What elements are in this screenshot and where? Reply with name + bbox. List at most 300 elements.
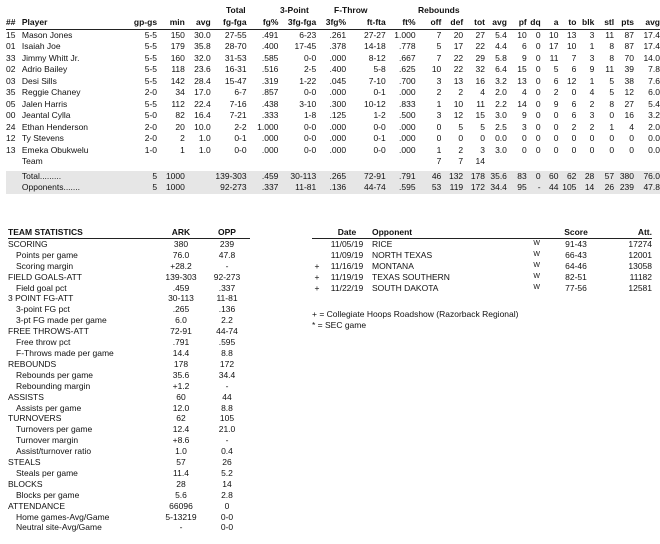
stat-cell: 6-23 <box>299 29 317 40</box>
stat-cell: 8-12 <box>368 52 386 63</box>
group-header-total: Total <box>226 5 246 15</box>
stat-cell: 0.0 <box>648 133 660 143</box>
game-score: 91-43 <box>565 238 587 249</box>
team-stat-row <box>8 490 250 501</box>
stat-cell: .000 <box>329 144 347 155</box>
stat-cell: .333 <box>261 110 279 120</box>
column-header: avg <box>485 17 507 29</box>
team-stat-label: Field goal pct <box>16 282 67 293</box>
stat-cell: 7-10 <box>368 75 386 86</box>
opp-value: 47.8 <box>218 249 236 260</box>
stat-cell: 2 <box>589 98 595 109</box>
stat-cell: 9 <box>553 98 559 109</box>
stat-cell: 1.000 <box>394 29 416 40</box>
stat-cell: 82 <box>175 110 185 120</box>
player-row <box>6 41 660 53</box>
stat-cell: 4.4 <box>495 41 507 51</box>
stat-cell: 6-7 <box>234 87 247 97</box>
game-opponent: TEXAS SOUTHERN <box>372 271 450 282</box>
opp-value: .337 <box>218 282 236 293</box>
column-header: gp-gs <box>133 17 158 27</box>
ark-value: 14.4 <box>172 347 190 358</box>
stat-cell: 16.4 <box>194 110 211 120</box>
summary-cell: - <box>527 182 541 194</box>
stat-cell: 5-0 <box>144 110 158 120</box>
stat-cell: 13 <box>517 75 527 86</box>
opp-value: 0 <box>224 500 230 511</box>
stat-cell: 1 <box>436 144 442 155</box>
team-stat-label: FIELD GOALS-ATT <box>8 271 82 282</box>
stat-cell: .585 <box>261 52 279 63</box>
stat-cell: 33 <box>6 52 16 63</box>
stat-cell: 39 <box>624 64 634 74</box>
ark-value: +8.6 <box>172 435 190 446</box>
stat-cell: 2.2 <box>495 98 507 109</box>
summary-cell: 57 <box>594 171 614 183</box>
stat-cell: 34 <box>175 87 185 97</box>
stat-cell: 14-18 <box>363 41 386 51</box>
stat-cell: 32 <box>475 64 486 74</box>
stat-cell: 05 <box>6 98 16 109</box>
stat-cell: 27 <box>475 29 486 40</box>
stat-cell: 22 <box>453 52 464 63</box>
stat-cell: 14 <box>475 156 486 166</box>
team-stat-label: Turnover margin <box>16 435 79 446</box>
stat-cell: 2.5 <box>495 121 507 132</box>
stat-cell: 10 <box>549 29 559 40</box>
game-attendance: 12581 <box>628 282 652 293</box>
stat-cell: 0 <box>535 75 541 86</box>
team-stat-label: Points per game <box>16 249 78 260</box>
player-name: Jeantal Cylla <box>21 110 71 120</box>
column-header: pf <box>507 17 527 29</box>
stat-cell: 12 <box>566 75 577 86</box>
stat-cell: .000 <box>329 121 347 132</box>
column-header: ft-fta <box>346 17 386 29</box>
opp-value: 0-0 <box>220 511 234 522</box>
stat-cell: 0 <box>553 133 559 143</box>
summary-cell: 380 <box>614 171 634 183</box>
summary-cell: 62 <box>558 171 576 183</box>
player-name: Adrio Bailey <box>21 64 68 74</box>
stat-cell <box>507 156 527 168</box>
summary-cell: 178 <box>463 171 485 183</box>
ark-value: 5-13219 <box>165 511 197 522</box>
ark-value: 6.0 <box>175 315 187 326</box>
stat-cell: 6 <box>553 75 559 86</box>
stat-cell: 0 <box>535 110 541 120</box>
ark-value: 35.6 <box>172 369 190 380</box>
game-attendance: 12001 <box>628 249 652 260</box>
stat-cell: 5 <box>480 121 486 132</box>
note-sec: * = SEC game <box>312 320 367 330</box>
stat-cell: .778 <box>399 41 416 51</box>
game-date: 11/16/19 <box>330 260 364 271</box>
summary-cell: 0 <box>527 171 541 183</box>
player-row <box>6 53 660 65</box>
stat-cell <box>6 156 22 168</box>
team-stat-row <box>8 435 250 446</box>
stat-cell: 1.0 <box>198 144 211 155</box>
stat-cell: 03 <box>6 75 16 86</box>
player-name: Jimmy Whitt Jr. <box>21 52 80 63</box>
stat-cell: 2 <box>571 121 577 132</box>
stat-cell: .261 <box>329 29 347 40</box>
stat-cell: 7.8 <box>648 64 660 74</box>
opp-value: 14 <box>222 478 232 489</box>
stat-cell: 11 <box>549 52 559 63</box>
stat-cell <box>576 156 594 168</box>
stat-cell: 0 <box>535 29 541 40</box>
team-stat-row <box>8 392 250 403</box>
stat-cell: 5.8 <box>495 52 507 63</box>
stat-cell: 2.0 <box>648 121 660 132</box>
ark-value: 57 <box>176 457 186 468</box>
player-row <box>6 87 660 99</box>
ark-value: 30-113 <box>168 293 194 304</box>
team-stat-row <box>8 512 250 523</box>
stat-cell: 1-22 <box>299 75 317 86</box>
stat-cell: 5-5 <box>144 41 158 51</box>
schedule-row <box>312 283 652 294</box>
team-stat-row <box>8 293 250 304</box>
stat-cell <box>527 156 541 168</box>
summary-cell: 5 <box>133 182 157 194</box>
stat-cell: 5-5 <box>144 98 158 109</box>
opp-value: 34.4 <box>218 369 236 380</box>
player-name: Reggie Chaney <box>21 87 81 97</box>
column-header: off <box>416 17 442 29</box>
stat-cell: 2 <box>553 87 559 97</box>
stat-cell: 112 <box>171 98 185 109</box>
team-stat-label: SCORING <box>8 238 48 249</box>
stat-cell: 5 <box>436 41 442 51</box>
stat-cell: 4 <box>629 121 634 132</box>
game-date: 11/05/19 <box>330 238 364 249</box>
stat-cell: 1 <box>589 41 595 51</box>
column-header: blk <box>576 17 594 29</box>
summary-cell <box>185 182 211 194</box>
stat-cell <box>247 156 279 168</box>
stat-cell: 3 <box>480 144 486 155</box>
summary-cell: .791 <box>386 171 416 183</box>
team-stat-label: BLOCKS <box>8 478 43 489</box>
stat-cell: .491 <box>261 29 279 40</box>
team-stat-row <box>8 479 250 490</box>
ark-value: 62 <box>176 413 186 424</box>
stat-cell: 5.4 <box>648 98 660 109</box>
stat-cell: 0-1 <box>373 133 386 143</box>
note-roadshow: + = Collegiate Hoops Roadshow (Razorback Regional) <box>312 309 519 319</box>
date-column-header: Date <box>322 227 372 238</box>
summary-cell: 172 <box>463 182 485 194</box>
summary-cell: 239 <box>614 182 634 194</box>
column-header: ## <box>6 17 22 29</box>
stat-cell: 0 <box>589 133 595 143</box>
stat-cell: 12 <box>624 87 634 97</box>
team-stat-row <box>8 283 250 294</box>
site-mark: + <box>314 260 320 271</box>
player-name: Desi Sills <box>21 75 57 86</box>
summary-cell: .459 <box>247 171 279 183</box>
stat-cell <box>157 156 185 168</box>
player-row <box>6 64 660 76</box>
column-header: avg <box>185 17 211 29</box>
team-stat-row <box>8 304 250 315</box>
stat-cell: 13 <box>453 75 464 86</box>
stat-cell <box>386 156 416 168</box>
stat-cell <box>541 156 559 168</box>
summary-cell: 30-113 <box>278 171 316 183</box>
game-result: W <box>533 272 540 280</box>
stat-cell: .667 <box>399 52 416 63</box>
summary-cell: 1000 <box>157 182 185 194</box>
stat-cell: 5-5 <box>144 75 158 86</box>
team-stat-row <box>8 359 250 370</box>
team-stat-row <box>8 468 250 479</box>
column-header: stl <box>594 17 614 29</box>
team-statistics-table <box>8 227 250 533</box>
team-stat-label: REBOUNDS <box>8 358 57 369</box>
summary-cell: 14 <box>576 182 594 194</box>
stat-cell: 0 <box>553 121 559 132</box>
player-table-header-row <box>6 17 660 29</box>
summary-cell: 92-273 <box>211 182 247 194</box>
opp-value: 8.8 <box>221 402 233 413</box>
stat-cell: 16 <box>475 75 486 86</box>
stat-cell: 30.0 <box>194 29 211 40</box>
stat-cell: 87 <box>624 41 634 51</box>
stat-cell: .857 <box>261 87 279 97</box>
player-row <box>6 29 660 41</box>
stat-cell: 2-5 <box>303 64 317 74</box>
stat-cell: 0-0 <box>303 133 317 143</box>
team-stat-row <box>8 348 250 359</box>
stat-cell <box>211 156 247 168</box>
team-stat-label: Rebounds per game <box>16 369 94 380</box>
team-stat-label: 3-pt FG made per game <box>16 315 107 326</box>
summary-cell <box>6 171 22 183</box>
stat-cell: .000 <box>399 87 416 97</box>
team-stat-label: Assists per game <box>16 402 82 413</box>
stat-cell: 13 <box>6 144 16 155</box>
team-stat-label: Assist/turnover ratio <box>16 446 92 457</box>
summary-cell: 1000 <box>157 171 185 183</box>
stat-cell: 70 <box>624 52 634 63</box>
summary-cell: 76.0 <box>634 171 660 183</box>
summary-cell: .265 <box>316 171 346 183</box>
stat-cell: 8 <box>609 52 615 63</box>
stat-cell: 1-8 <box>303 110 317 120</box>
stat-cell: 3 <box>521 121 527 132</box>
stat-cell <box>634 156 660 168</box>
stat-cell: 7 <box>571 52 577 63</box>
team-stat-label: STEALS <box>8 457 41 468</box>
team-stat-label: Scoring margin <box>16 260 74 271</box>
team-stat-row <box>8 501 250 512</box>
player-name: Emeka Obukwelu <box>21 144 89 155</box>
stat-cell: 2 <box>589 121 595 132</box>
summary-cell: .136 <box>316 182 346 194</box>
team-stat-label: F-Throws made per game <box>16 347 114 358</box>
stat-cell: 7-16 <box>229 98 247 109</box>
stat-cell: 01 <box>6 41 16 51</box>
player-name: Isaiah Joe <box>21 41 61 51</box>
stat-cell: 17.0 <box>194 87 211 97</box>
team-stat-label: Turnovers per game <box>16 424 93 435</box>
stat-cell: 0 <box>535 98 541 109</box>
stat-cell: 0 <box>535 144 541 155</box>
game-opponent: MONTANA <box>372 260 414 271</box>
opp-value: 0-0 <box>220 522 234 533</box>
stat-cell: 6.0 <box>648 87 660 97</box>
stat-cell: 0-0 <box>303 144 317 155</box>
stat-cell: 6.4 <box>495 64 507 74</box>
opp-value: 172 <box>219 358 235 369</box>
stat-cell: 2 <box>458 87 464 97</box>
summary-cell: Total......... <box>22 171 133 183</box>
summary-cell: .595 <box>386 182 416 194</box>
stat-cell: 17 <box>453 41 464 51</box>
stat-cell: 0 <box>480 133 486 143</box>
stat-cell: 0 <box>629 133 634 143</box>
summary-cell: 119 <box>441 182 463 194</box>
column-header: tot <box>463 17 485 29</box>
opp-value: 2.8 <box>221 489 233 500</box>
team-stat-row <box>8 238 250 249</box>
stat-cell: 2 <box>436 87 442 97</box>
team-stat-label: 3 POINT FG-ATT <box>8 293 74 304</box>
player-stats-table <box>6 17 660 194</box>
stat-cell: 10.0 <box>194 121 211 132</box>
stat-cell: 0 <box>609 144 615 155</box>
player-row <box>6 145 660 157</box>
summary-cell <box>6 182 22 194</box>
stat-cell: .500 <box>399 110 416 120</box>
player-row <box>6 122 660 134</box>
column-header: min <box>157 17 185 29</box>
stat-cell: 0 <box>609 110 615 120</box>
stat-cell <box>558 156 576 168</box>
opp-value: - <box>225 380 229 391</box>
stat-cell: 0 <box>553 144 559 155</box>
stat-cell: 3 <box>589 110 595 120</box>
team-stat-row <box>8 457 250 468</box>
stat-cell: 0 <box>535 52 541 63</box>
team-stat-row <box>8 424 250 435</box>
column-header: a <box>541 17 559 29</box>
stat-cell: 2-2 <box>234 121 247 132</box>
team-stat-row <box>8 326 250 337</box>
stat-cell: 0-1 <box>234 133 247 143</box>
total-row <box>6 171 660 183</box>
opp-column-header: OPP <box>204 227 250 238</box>
stat-cell: 142 <box>170 75 185 86</box>
stat-cell: 2-0 <box>144 121 158 132</box>
team-stat-row <box>8 337 250 348</box>
game-score: 77-56 <box>565 282 587 293</box>
team-stat-row <box>8 315 250 326</box>
stat-cell: 15 <box>475 110 486 120</box>
stat-cell: 1 <box>589 75 595 86</box>
opp-value: 21.0 <box>218 424 236 435</box>
schedule-row <box>312 250 652 261</box>
summary-cell: 11-81 <box>278 182 316 194</box>
stat-cell: 16-31 <box>224 64 247 74</box>
ark-value: .265 <box>172 304 190 315</box>
game-result: W <box>533 261 540 269</box>
summary-cell: 132 <box>441 171 463 183</box>
stat-cell: 0-1 <box>373 87 386 97</box>
stat-cell: 179 <box>170 41 185 51</box>
stat-cell: .319 <box>261 75 279 86</box>
player-name: Ethan Henderson <box>21 121 89 132</box>
stat-cell: 2 <box>180 133 185 143</box>
stat-cell: 0 <box>629 144 634 155</box>
team-stat-label: FREE THROWS-ATT <box>8 326 89 337</box>
stat-cell: 0 <box>535 64 541 74</box>
column-header: Player <box>22 17 133 29</box>
stat-cell <box>614 156 634 168</box>
stat-cell: 0 <box>553 110 559 120</box>
stat-cell: 13 <box>566 29 577 40</box>
summary-cell: 83 <box>507 171 527 183</box>
ark-value: .459 <box>172 282 190 293</box>
stat-cell: 35.8 <box>194 41 211 51</box>
opp-value: .136 <box>218 304 236 315</box>
team-stat-row <box>8 370 250 381</box>
stat-cell: 15-47 <box>224 75 247 86</box>
summary-cell: 53 <box>416 182 442 194</box>
player-row <box>6 110 660 122</box>
stat-cell: 1 <box>609 121 615 132</box>
ark-value: +1.2 <box>172 380 190 391</box>
att-column-header: Att. <box>606 227 652 238</box>
ark-value: 11.4 <box>173 467 189 478</box>
stat-cell: 0 <box>609 133 615 143</box>
stat-cell: 17-45 <box>294 41 317 51</box>
player-row <box>6 76 660 88</box>
stat-cell: 0 <box>535 121 541 132</box>
stat-cell: 1-0 <box>144 144 158 155</box>
team-stats-header-row <box>8 227 250 238</box>
summary-cell: 26 <box>594 182 614 194</box>
stat-cell: 00 <box>6 110 16 120</box>
stat-cell: 3.0 <box>495 110 507 120</box>
stat-cell: 5 <box>458 121 464 132</box>
stat-cell: 0 <box>458 133 464 143</box>
group-header-rebounds: Rebounds <box>418 5 460 15</box>
stat-cell: 5 <box>553 64 559 74</box>
stat-cell: 0 <box>436 121 442 132</box>
game-opponent: NORTH TEXAS <box>372 249 433 260</box>
stat-cell: .378 <box>329 41 347 51</box>
stat-cell: .833 <box>399 98 416 109</box>
stat-cell: 12 <box>453 110 464 120</box>
stat-cell: 17.4 <box>643 41 660 51</box>
stat-cell: 8 <box>609 98 615 109</box>
stat-cell: 2-0 <box>144 133 158 143</box>
stat-cell: 5-5 <box>144 29 158 40</box>
stat-cell: .125 <box>329 110 347 120</box>
opp-value: 92-273 <box>213 271 241 282</box>
stat-cell: 14.0 <box>643 52 660 63</box>
summary-cell: .337 <box>247 182 279 194</box>
ark-value: 72-91 <box>170 326 192 337</box>
opp-value: 2.2 <box>221 315 233 326</box>
stat-cell: 10 <box>431 64 442 74</box>
summary-cell: Opponents....... <box>22 182 133 194</box>
